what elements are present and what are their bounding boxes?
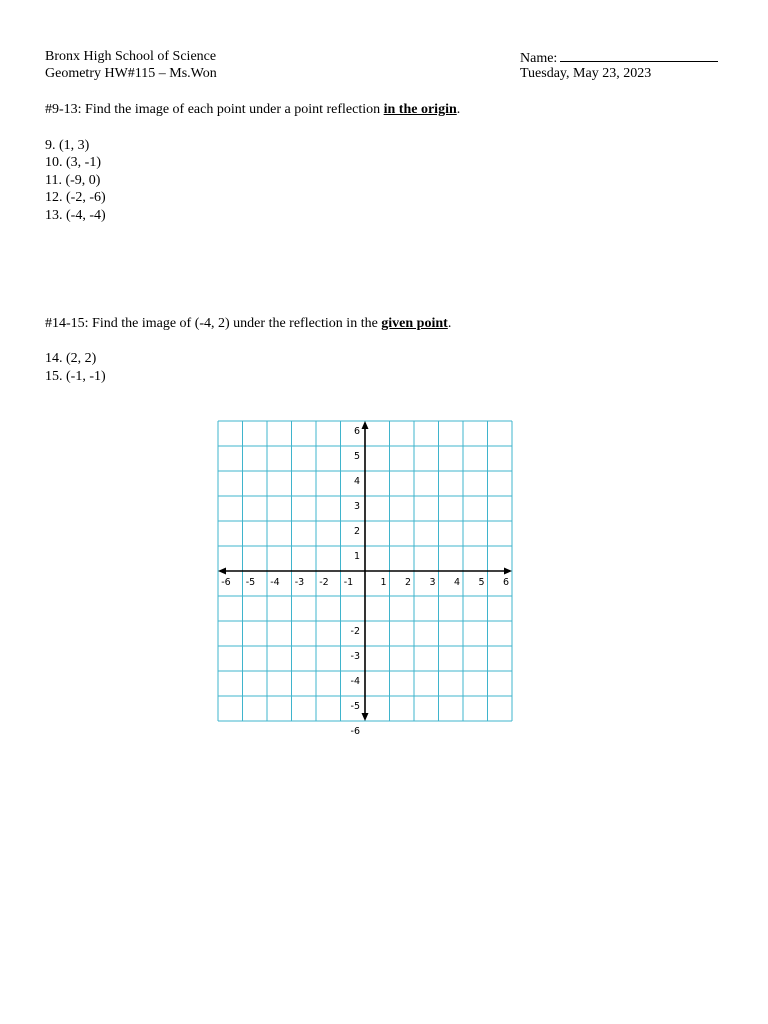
x-tick-label: 2	[404, 577, 412, 588]
y-tick-label: 1	[353, 551, 360, 562]
problem-13: 13. (-4, -4)	[45, 208, 106, 223]
name-label: Name:	[520, 51, 558, 66]
problem-15: 15. (-1, -1)	[45, 369, 106, 384]
x-tick-label: -3	[294, 577, 305, 588]
coordinate-grid	[217, 420, 513, 737]
x-tick-label: -5	[245, 577, 256, 588]
section2-instruction	[45, 315, 451, 332]
x-axis-right-arrow-icon	[504, 568, 512, 575]
y-tick-label: -2	[350, 626, 360, 637]
date: Tuesday, May 23, 2023	[520, 66, 652, 81]
y-tick-label: -6	[350, 726, 360, 737]
y-tick-label: 5	[353, 451, 360, 462]
x-tick-label: 3	[429, 577, 436, 588]
course-title: Geometry HW#115 – Ms.Won	[45, 66, 217, 81]
x-tick-label: -4	[270, 577, 280, 588]
y-tick-label: -4	[350, 676, 360, 687]
y-axis-up-arrow-icon	[362, 421, 369, 429]
problem-9: 9. (1, 3)	[45, 138, 90, 153]
y-tick-label: 6	[353, 426, 360, 437]
y-tick-label: -5	[350, 701, 360, 712]
school-name: Bronx High School of Science	[45, 49, 217, 64]
x-axis-left-arrow-icon	[218, 568, 226, 575]
x-tick-label: 4	[453, 577, 461, 588]
x-tick-label: -6	[221, 577, 231, 588]
name-blank-line[interactable]	[560, 48, 718, 62]
section2-instruction-emphasis: given point	[381, 316, 448, 331]
x-tick-label: 6	[502, 577, 510, 588]
section2-instruction-suffix: .	[447, 316, 452, 331]
y-tick-label: 2	[353, 526, 360, 537]
section1-instruction-emphasis: in the origin	[383, 102, 457, 117]
y-tick-label: 4	[353, 476, 360, 487]
x-tick-label: -1	[343, 577, 354, 588]
x-tick-label: 1	[380, 577, 387, 588]
y-tick-label: 3	[353, 501, 360, 512]
y-axis-down-arrow-icon	[362, 713, 369, 721]
problem-10: 10. (3, -1)	[45, 155, 101, 170]
section1-instruction	[45, 101, 460, 118]
section1-instruction-suffix: .	[456, 102, 461, 117]
problem-12: 12. (-2, -6)	[45, 190, 106, 205]
problem-11: 11. (-9, 0)	[45, 173, 101, 188]
axes	[218, 421, 512, 721]
section1-instruction-prefix: #9-13: Find the image of each point under a point reflection	[45, 102, 384, 117]
problem-14: 14. (2, 2)	[45, 351, 97, 366]
x-tick-label: -2	[319, 577, 329, 588]
y-tick-label: -3	[350, 651, 360, 662]
section2-instruction-prefix: #14-15: Find the image of (-4, 2) under the reflection in the	[45, 316, 382, 331]
x-tick-label: 5	[478, 577, 485, 588]
